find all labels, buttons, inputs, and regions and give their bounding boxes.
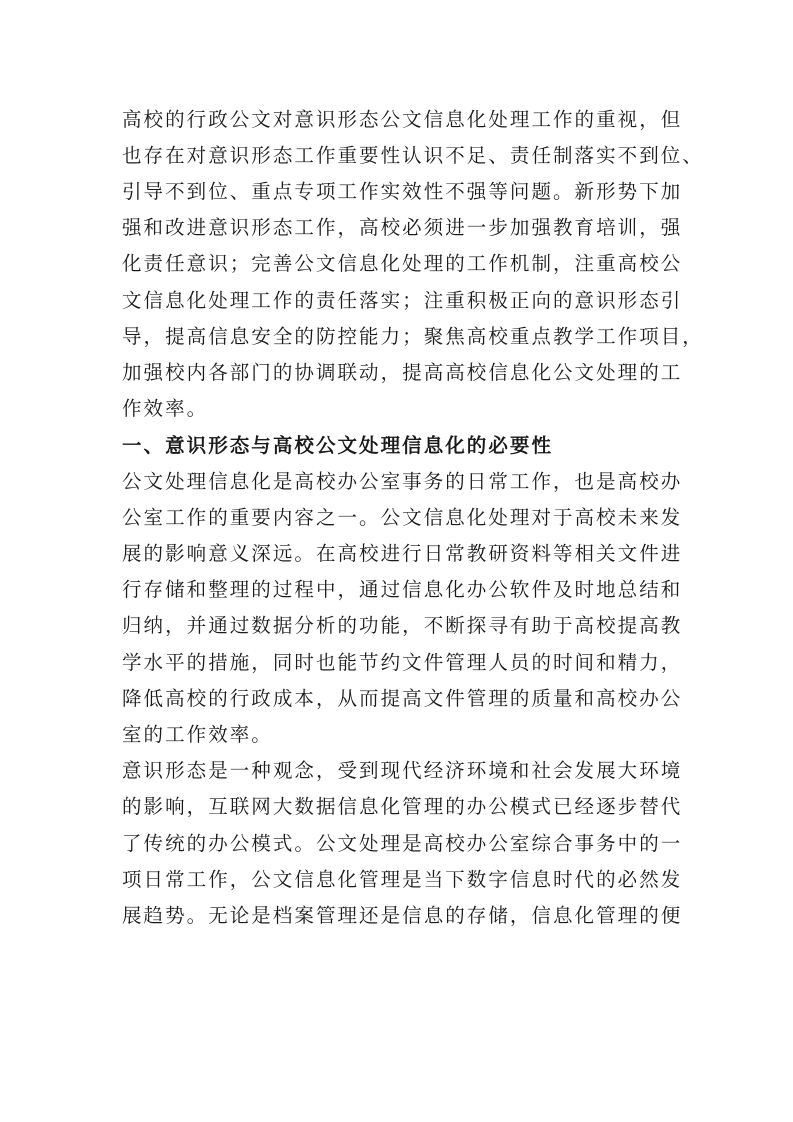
text-line: 展的影响意义深远。在高校进行日常教研资料等相关文件进 xyxy=(122,542,683,565)
text-line: 强和改进意识形态工作，高校必须进一步加强教育培训，强 xyxy=(122,216,683,239)
text-line: 公文处理信息化是高校办公室事务的日常工作，也是高校办 xyxy=(122,470,683,493)
text-line: 室的工作效率。 xyxy=(122,723,273,746)
text-line: 加强校内各部门的协调联动，提高高校信息化公文处理的工 xyxy=(122,361,683,384)
text-line: 化责任意识；完善公文信息化处理的工作机制，注重高校公 xyxy=(122,252,683,275)
text-line: 展趋势。无论是档案管理还是信息的存储，信息化管理的便 xyxy=(122,904,683,927)
text-line: 作效率。 xyxy=(122,397,209,420)
text-line: 降低高校的行政成本，从而提高文件管理的质量和高校办公 xyxy=(122,687,683,710)
text-line: 学水平的措施，同时也能节约文件管理人员的时间和精力， xyxy=(122,651,683,674)
text-line: 引导不到位、重点专项工作实效性不强等问题。新形势下加 xyxy=(122,180,683,203)
text-line: 高校的行政公文对意识形态公文信息化处理工作的重视，但 xyxy=(122,108,683,131)
text-line: 项日常工作，公文信息化管理是当下数字信息时代的必然发 xyxy=(122,868,683,891)
text-line: 归纳，并通过数据分析的功能，不断探寻有助于高校提高教 xyxy=(122,614,683,637)
text-line: 行存储和整理的过程中，通过信息化办公软件及时地总结和 xyxy=(122,578,683,601)
text-line: 导，提高信息安全的防控能力；聚焦高校重点教学工作项目， xyxy=(122,325,704,348)
text-line: 也存在对意识形态工作重要性认识不足、责任制落实不到位、 xyxy=(122,144,704,167)
text-line: 意识形态是一种观念，受到现代经济环境和社会发展大环境 xyxy=(122,759,683,782)
text-line: 公室工作的重要内容之一。公文信息化处理对于高校未来发 xyxy=(122,506,683,529)
text-line: 了传统的办公模式。公文处理是高校办公室综合事务中的一 xyxy=(122,832,683,855)
text-line: 的影响，互联网大数据信息化管理的办公模式已经逐步替代 xyxy=(122,795,683,818)
text-line: 文信息化处理工作的责任落实；注重积极正向的意识形态引 xyxy=(122,289,683,312)
section-heading: 一、意识形态与高校公文处理信息化的必要性 xyxy=(122,434,554,457)
